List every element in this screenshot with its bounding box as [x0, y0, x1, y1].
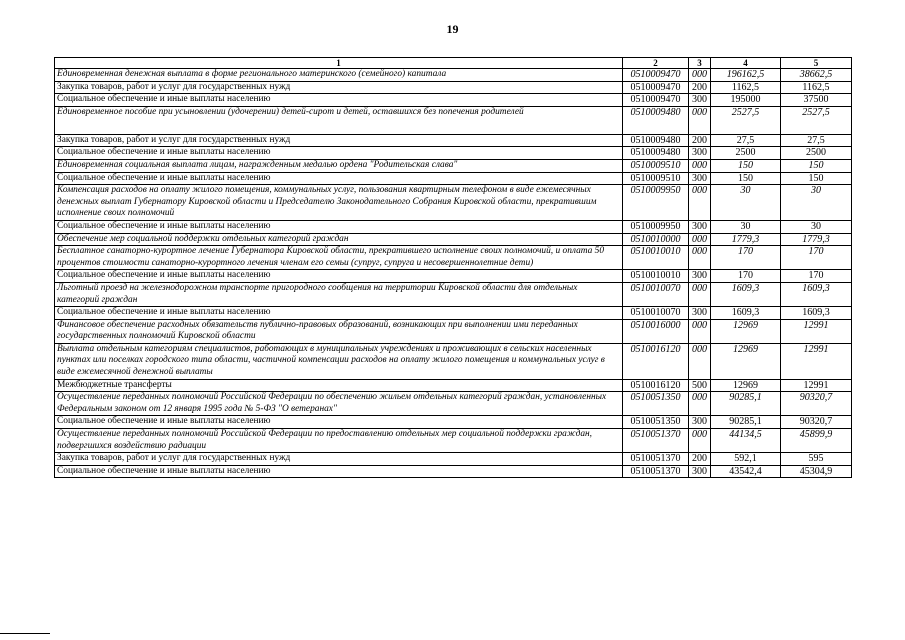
row-name-cell: Закупка товаров, работ и услуг для государственных нужд [55, 453, 623, 466]
row-code-cell: 0510016000 [623, 319, 689, 343]
row-value-5-cell: 12991 [781, 379, 852, 392]
row-type-cell: 300 [689, 220, 711, 233]
table-row [55, 159, 852, 172]
row-value-4-cell: 1779,3 [711, 233, 781, 246]
row-type-cell: 200 [689, 134, 711, 147]
row-code-cell: 0510009470 [623, 69, 689, 82]
row-name-cell: Финансовое обеспечение расходных обязательств публично-правовых образований, возникающих при выполнении ими переданных государственных полномочий Кировской области [55, 319, 623, 343]
row-type-cell: 000 [689, 246, 711, 270]
row-name-cell: Компенсация расходов на оплату жилого помещения, коммунальных услуг, пользования квартирным телефоном в виде ежемесячных денежных выплат Губернатору Кировской области и Председателю Законодательного Собрания Кировской области, прекратившим исполнение своих полномочий [55, 185, 623, 221]
row-name-cell: Социальное обеспечение и иные выплаты населению [55, 270, 623, 283]
row-value-4-cell: 2527,5 [711, 106, 781, 134]
row-value-4-cell: 44134,5 [711, 429, 781, 453]
row-value-4-cell: 90285,1 [711, 392, 781, 416]
row-value-4-cell: 12969 [711, 379, 781, 392]
table-row [55, 220, 852, 233]
row-value-5-cell: 2527,5 [781, 106, 852, 134]
table-row [55, 106, 852, 134]
row-value-5-cell: 2500 [781, 147, 852, 160]
row-value-5-cell: 30 [781, 185, 852, 221]
table-row [55, 392, 852, 416]
row-value-4-cell: 195000 [711, 94, 781, 107]
row-type-cell: 300 [689, 94, 711, 107]
budget-table [54, 57, 852, 478]
row-value-5-cell: 37500 [781, 94, 852, 107]
row-value-4-cell: 1609,3 [711, 307, 781, 320]
row-value-5-cell: 12991 [781, 343, 852, 379]
row-type-cell: 000 [689, 233, 711, 246]
row-type-cell: 200 [689, 81, 711, 94]
row-type-cell: 000 [689, 392, 711, 416]
row-value-5-cell: 1779,3 [781, 233, 852, 246]
row-value-5-cell: 1162,5 [781, 81, 852, 94]
row-type-cell: 300 [689, 465, 711, 478]
row-value-4-cell: 27,5 [711, 134, 781, 147]
row-value-5-cell: 150 [781, 172, 852, 185]
row-name-cell: Закупка товаров, работ и услуг для государственных нужд [55, 81, 623, 94]
row-name-cell: Социальное обеспечение и иные выплаты населению [55, 416, 623, 429]
row-value-5-cell: 1609,3 [781, 307, 852, 320]
row-value-4-cell: 170 [711, 246, 781, 270]
row-code-cell: 0510009950 [623, 185, 689, 221]
row-type-cell: 000 [689, 319, 711, 343]
row-type-cell: 000 [689, 429, 711, 453]
row-value-4-cell: 1162,5 [711, 81, 781, 94]
row-type-cell: 300 [689, 270, 711, 283]
row-value-4-cell: 30 [711, 185, 781, 221]
row-value-4-cell: 12969 [711, 343, 781, 379]
table-row [55, 94, 852, 107]
table-row [55, 429, 852, 453]
row-code-cell: 0510016120 [623, 379, 689, 392]
table-row [55, 343, 852, 379]
row-name-cell: Закупка товаров, работ и услуг для государственных нужд [55, 134, 623, 147]
column-header-code: 2 [623, 58, 689, 69]
row-code-cell: 0510009480 [623, 147, 689, 160]
row-name-cell: Обеспечение мер социальной поддержки отдельных категорий граждан [55, 233, 623, 246]
row-value-5-cell: 30 [781, 220, 852, 233]
row-value-5-cell: 45899,9 [781, 429, 852, 453]
table-row [55, 282, 852, 306]
page-number: 19 [446, 22, 459, 36]
row-type-cell: 200 [689, 453, 711, 466]
row-code-cell: 0510010000 [623, 233, 689, 246]
row-type-cell: 000 [689, 106, 711, 134]
row-value-4-cell: 90285,1 [711, 416, 781, 429]
row-value-5-cell: 595 [781, 453, 852, 466]
row-name-cell: Осуществление переданных полномочий Российской Федерации по предоставлению отдельных мер социальной поддержки граждан, подвергшихся воздействию радиации [55, 429, 623, 453]
row-name-cell: Социальное обеспечение и иные выплаты населению [55, 172, 623, 185]
row-code-cell: 0510051350 [623, 416, 689, 429]
row-code-cell: 0510051370 [623, 453, 689, 466]
row-value-5-cell: 90320,7 [781, 392, 852, 416]
column-header-type: 3 [689, 58, 711, 69]
row-value-4-cell: 150 [711, 159, 781, 172]
column-header-name: 1 [55, 58, 623, 69]
row-code-cell: 0510051370 [623, 429, 689, 453]
row-code-cell: 0510009510 [623, 172, 689, 185]
row-value-4-cell: 196162,5 [711, 69, 781, 82]
table-row [55, 379, 852, 392]
row-value-4-cell: 1609,3 [711, 282, 781, 306]
row-value-4-cell: 2500 [711, 147, 781, 160]
table-row [55, 172, 852, 185]
row-type-cell: 000 [689, 343, 711, 379]
row-value-4-cell: 43542,4 [711, 465, 781, 478]
row-name-cell: Единовременная социальная выплата лицам, награжденным медалью ордена "Родительская слава" [55, 159, 623, 172]
column-header-value-5: 5 [781, 58, 852, 69]
table-row [55, 453, 852, 466]
row-value-4-cell: 30 [711, 220, 781, 233]
table-row [55, 270, 852, 283]
row-type-cell: 500 [689, 379, 711, 392]
table-row [55, 185, 852, 221]
table-row [55, 246, 852, 270]
row-value-5-cell: 27,5 [781, 134, 852, 147]
row-code-cell: 0510009470 [623, 81, 689, 94]
row-code-cell: 0510051350 [623, 392, 689, 416]
row-name-cell: Социальное обеспечение и иные выплаты населению [55, 307, 623, 320]
row-value-5-cell: 90320,7 [781, 416, 852, 429]
footer-divider [0, 633, 50, 634]
row-type-cell: 300 [689, 416, 711, 429]
row-name-cell: Бесплатное санаторно-курортное лечение Губернатора Кировской области, прекратившего исполнение своих полномочий, и оплата 50 процентов стоимости санаторно-курортного лечения членам его семьи (супруг, супруга и несовершеннолетние дети) [55, 246, 623, 270]
row-type-cell: 000 [689, 69, 711, 82]
row-name-cell: Осуществление переданных полномочий Российской Федерации по обеспечению жильем отдельных категорий граждан, установленных Федеральным законом от 12 января 1995 года № 5-ФЗ "О ветеранах" [55, 392, 623, 416]
row-code-cell: 0510051370 [623, 465, 689, 478]
row-code-cell: 0510009470 [623, 94, 689, 107]
row-code-cell: 0510010070 [623, 307, 689, 320]
row-value-4-cell: 150 [711, 172, 781, 185]
table-row [55, 319, 852, 343]
row-value-4-cell: 170 [711, 270, 781, 283]
row-type-cell: 000 [689, 282, 711, 306]
row-code-cell: 0510009510 [623, 159, 689, 172]
row-name-cell: Социальное обеспечение и иные выплаты населению [55, 147, 623, 160]
table-row [55, 147, 852, 160]
row-value-5-cell: 170 [781, 246, 852, 270]
table-row [55, 233, 852, 246]
row-name-cell: Социальное обеспечение и иные выплаты населению [55, 220, 623, 233]
row-value-5-cell: 170 [781, 270, 852, 283]
row-name-cell: Выплата отдельным категориям специалистов, работающих в муниципальных учреждениях и проживающих в сельских населенных пунктах или поселках городского типа области, частичной компенсации расходов на оплату жилого помещения и коммунальных услуг в виде ежемесячной денежной выплаты [55, 343, 623, 379]
table-row [55, 81, 852, 94]
row-type-cell: 300 [689, 147, 711, 160]
row-code-cell: 0510010010 [623, 270, 689, 283]
row-code-cell: 0510009480 [623, 134, 689, 147]
row-name-cell: Социальное обеспечение и иные выплаты населению [55, 94, 623, 107]
row-code-cell: 0510009950 [623, 220, 689, 233]
row-value-5-cell: 1609,3 [781, 282, 852, 306]
row-code-cell: 0510009480 [623, 106, 689, 134]
row-code-cell: 0510010070 [623, 282, 689, 306]
row-type-cell: 000 [689, 185, 711, 221]
table-row [55, 307, 852, 320]
table-row [55, 134, 852, 147]
row-name-cell: Межбюджетные трансферты [55, 379, 623, 392]
row-name-cell: Единовременное пособие при усыновлении (удочерении) детей-сирот и детей, оставшихся без попечения родителей [55, 106, 623, 134]
row-name-cell: Единовременная денежная выплата в форме регионального материнского (семейного) капитала [55, 69, 623, 82]
row-name-cell: Социальное обеспечение и иные выплаты населению [55, 465, 623, 478]
row-value-5-cell: 150 [781, 159, 852, 172]
row-value-5-cell: 38662,5 [781, 69, 852, 82]
row-type-cell: 300 [689, 307, 711, 320]
row-code-cell: 0510010010 [623, 246, 689, 270]
row-type-cell: 300 [689, 172, 711, 185]
row-value-5-cell: 45304,9 [781, 465, 852, 478]
row-value-4-cell: 592,1 [711, 453, 781, 466]
row-value-4-cell: 12969 [711, 319, 781, 343]
table-row [55, 416, 852, 429]
table-header-row [55, 58, 852, 69]
row-type-cell: 000 [689, 159, 711, 172]
column-header-value-4: 4 [711, 58, 781, 69]
row-name-cell: Льготный проезд на железнодорожном транспорте пригородного сообщения на территории Кировской области для отдельных категорий граждан [55, 282, 623, 306]
table-row [55, 69, 852, 82]
row-value-5-cell: 12991 [781, 319, 852, 343]
row-code-cell: 0510016120 [623, 343, 689, 379]
table-row [55, 465, 852, 478]
